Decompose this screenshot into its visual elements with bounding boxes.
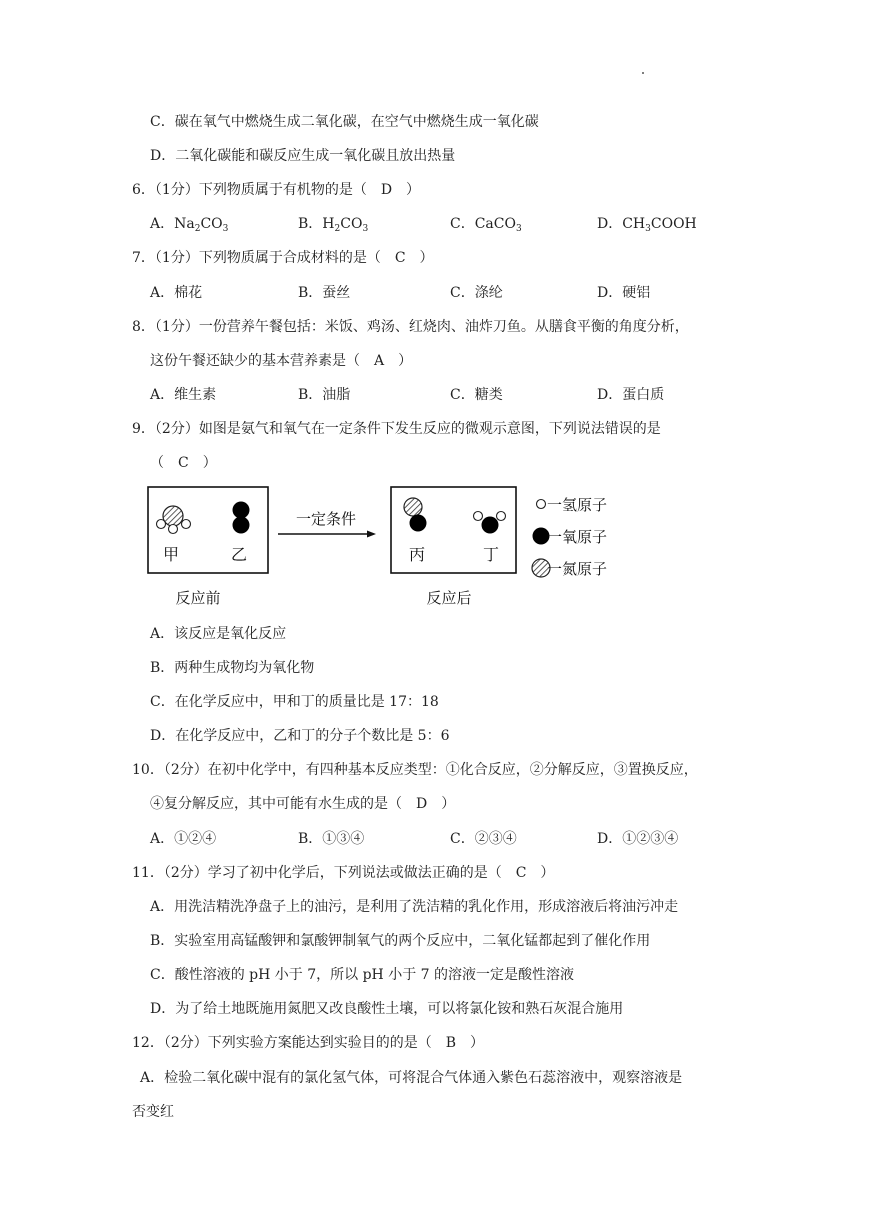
formula-subscript: 2 [334, 224, 341, 234]
formula-subscript: 2 [194, 224, 201, 234]
label-ding: 丁 [482, 545, 500, 564]
label-bing: 丙 [408, 545, 426, 564]
question-10-stem-line2: ④复分解反应，其中可能有水生成的是（ D ） [150, 796, 456, 812]
question-7-option-b: B．蚕丝 [298, 285, 351, 301]
formula-part: CO [200, 216, 223, 232]
question-8-option-d: D．蛋白质 [597, 387, 665, 403]
question-6-option-a [150, 214, 228, 234]
legend-oxygen-label: 一氧原子 [547, 528, 608, 546]
after-reaction-label: 反应后 [426, 589, 472, 607]
question-11-option-b: B．实验室用高锰酸钾和氯酸钾制氧气的两个反应中，二氧化锰都起到了催化作用 [150, 933, 651, 949]
question-8-stem-line1: 8．（1分）一份营养午餐包括：米饭、鸡汤、红烧肉、油炸刀鱼。从膳食平衡的角度分析， [132, 319, 689, 335]
question-9-stem-line2: （ C ） [150, 455, 217, 471]
question-6-option-b [298, 214, 368, 234]
oxygen-molecule [233, 502, 250, 534]
prev-option-c: C．碳在氧气中燃烧生成二氧化碳，在空气中燃烧生成一氧化碳 [150, 114, 539, 130]
question-9-stem-line1: 9．（2分）如图是氨气和氧气在一定条件下发生反应的微观示意图，下列说法错误的是 [132, 421, 661, 437]
formula-subscript: 3 [515, 224, 522, 234]
question-11-option-d: D．为了给土地既施用氮肥又改良酸性土壤，可以将氯化铵和熟石灰混合施用 [150, 1001, 624, 1017]
legend [532, 496, 607, 578]
formula-part: B．H [298, 216, 335, 232]
formula-subscript: 3 [222, 224, 229, 234]
question-11-option-a: A．用洗洁精洗净盘子上的油污，是利用了洗洁精的乳化作用，形成溶液后将油污冲走 [150, 899, 679, 915]
question-12-option-a-line1: A．检验二氧化碳中混有的氯化氢气体，可将混合气体通入紫色石蕊溶液中，观察溶液是 [140, 1070, 683, 1086]
arrow-condition-label: 一定条件 [295, 510, 357, 528]
legend-hydrogen-label: 一氢原子 [547, 496, 608, 514]
question-10-stem-line1: 10．（2分）在初中化学中，有四种基本反应类型：①化合反应，②分解反应，③置换反应， [132, 762, 698, 778]
prev-option-d: D．二氧化碳能和碳反应生成一氧化碳且放出热量 [150, 148, 456, 164]
before-reaction-label: 反应前 [175, 589, 221, 607]
page-dot-mark [642, 72, 644, 74]
question-9-option-d: D．在化学反应中，乙和丁的分子个数比是 5：6 [150, 728, 450, 744]
label-jia: 甲 [162, 545, 180, 564]
question-9-option-c: C．在化学反应中，甲和丁的质量比是 17：18 [150, 694, 439, 710]
question-8-option-c: C．糖类 [450, 387, 503, 403]
question-6-stem: 6．（1分）下列物质属于有机物的是（ D ） [132, 182, 421, 198]
question-12-stem: 12．（2分）下列实验方案能达到实验目的的是（ B ） [132, 1035, 485, 1051]
formula-part: A．Na [150, 216, 195, 232]
question-10-option-d: D．①②③④ [597, 831, 679, 847]
question-6-option-d [597, 214, 697, 234]
water-molecule [474, 512, 506, 534]
formula-part: C．CaCO [450, 216, 516, 232]
reaction-diagram [140, 478, 640, 613]
question-7-option-a: A．棉花 [150, 285, 203, 301]
legend-hydrogen-icon [537, 500, 546, 509]
question-9-option-a: A．该反应是氧化反应 [150, 626, 287, 642]
question-7-stem: 7．（1分）下列物质属于合成材料的是（ C ） [132, 250, 434, 266]
question-6-option-c [450, 214, 522, 234]
question-10-option-a: A．①②④ [150, 831, 217, 847]
formula-subscript: 3 [645, 224, 651, 234]
question-7-option-c: C．涤纶 [450, 285, 503, 301]
question-10-option-b: B．①③④ [298, 831, 365, 847]
formula-part: COOH [650, 216, 697, 232]
question-12-option-a-line2: 否变红 [132, 1104, 174, 1120]
ammonia-molecule [157, 506, 191, 534]
question-10-option-c: C．②③④ [450, 831, 517, 847]
question-8-option-b: B．油脂 [298, 387, 351, 403]
question-8-stem-line2: 这份午餐还缺少的基本营养素是（ A ） [150, 353, 413, 369]
question-8-option-a: A．维生素 [150, 387, 217, 403]
reaction-arrow-head [367, 531, 376, 538]
question-11-stem: 11．（2分）学习了初中化学后，下列说法或做法正确的是（ C ） [132, 865, 555, 881]
formula-part: D．CH [597, 216, 646, 232]
question-9-option-b: B．两种生成物均为氧化物 [150, 660, 315, 676]
nitric-oxide-molecule [404, 498, 427, 532]
label-yi: 乙 [230, 545, 248, 564]
question-7-option-d: D．硬铝 [597, 285, 651, 301]
formula-part: CO [340, 216, 363, 232]
formula-subscript: 3 [362, 224, 369, 234]
legend-nitrogen-label: 一氮原子 [547, 560, 608, 578]
question-11-option-c: C．酸性溶液的 pH 小于 7，所以 pH 小于 7 的溶液一定是酸性溶液 [150, 967, 575, 983]
